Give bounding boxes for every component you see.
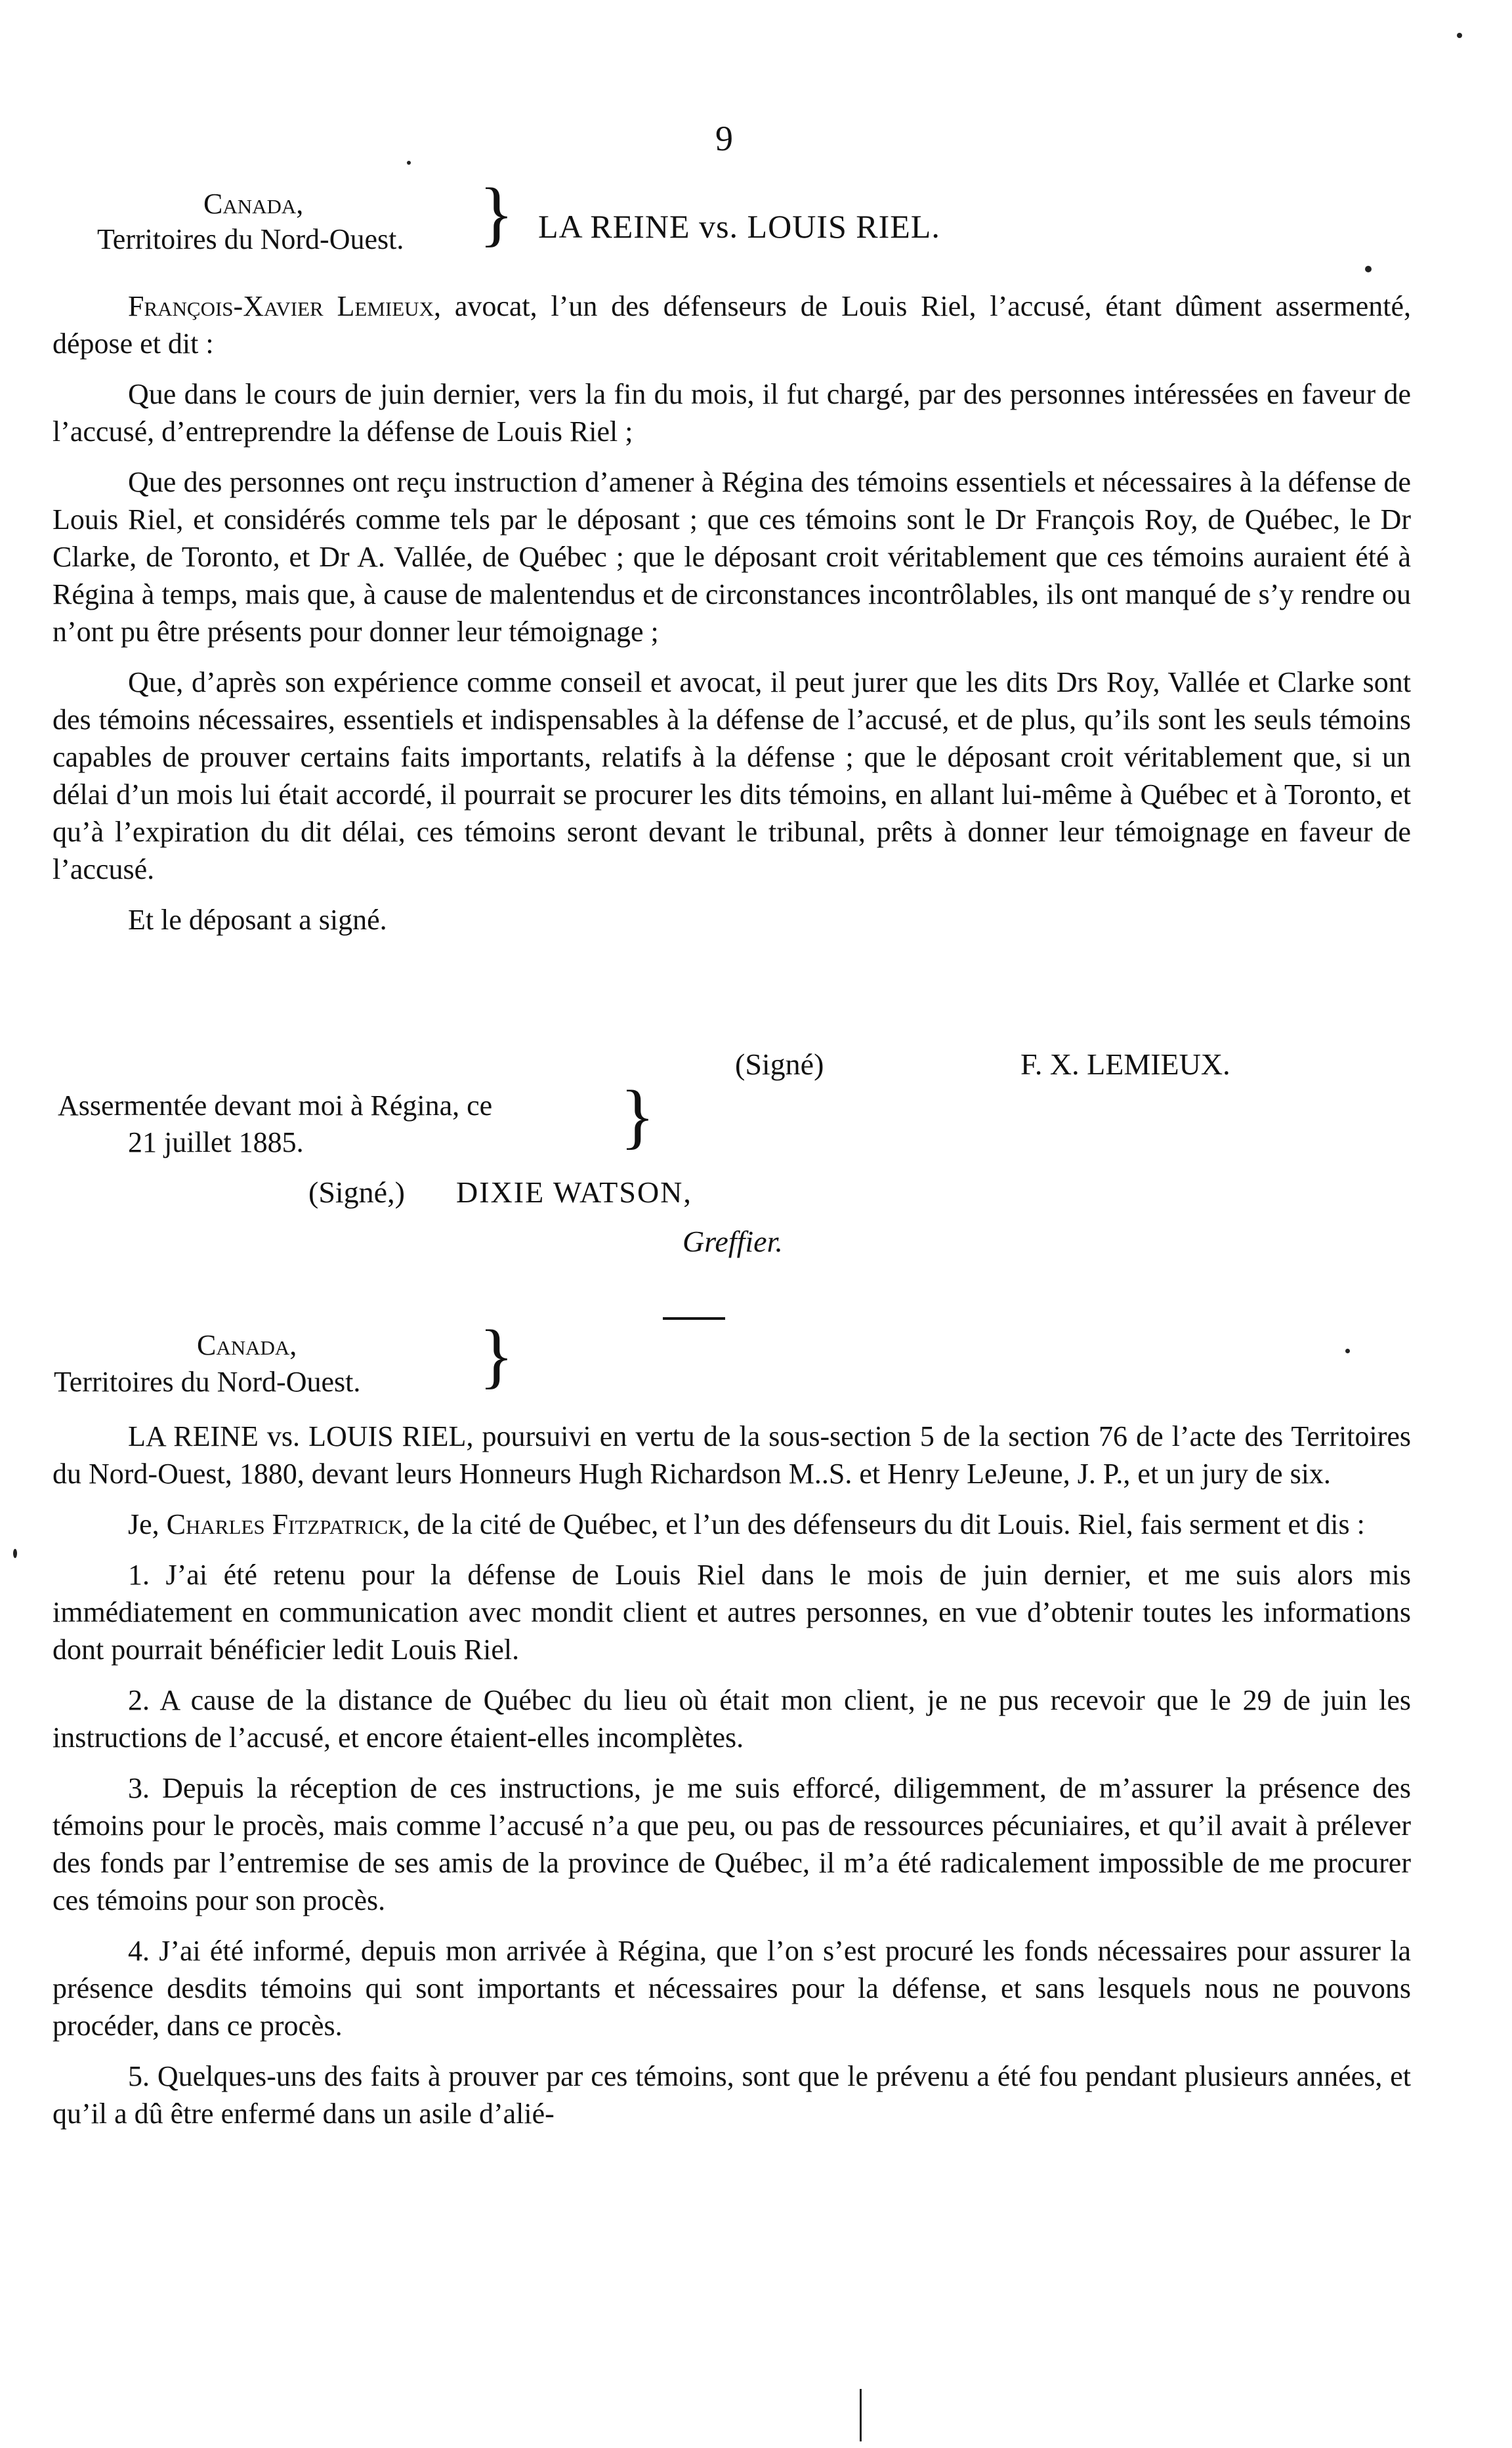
signer-name: F. X. LEMIEUX. [1020, 1047, 1230, 1081]
case-title-2: LA REINE vs. LOUIS RIEL [128, 1420, 467, 1452]
brace-icon: } [479, 173, 514, 253]
page-number: 9 [715, 119, 733, 158]
scan-speck [407, 161, 411, 165]
sworn-line: Assermentée devant moi à Régina, ce [58, 1089, 493, 1122]
case-title: LA REINE vs. LOUIS RIEL. [538, 208, 940, 245]
case-heading: LA REINE vs. LOUIS RIEL, poursuivi en vertu de la sous-section 5 de la section 76 de l’acte des Territoires du Nord-Ouest, 1880, devant leurs Honneurs Hugh Richardson M..S. et Henry LeJeune, J. P., et un jury de six. [52, 1420, 1411, 1490]
paragraph: Et le déposant a signé. [128, 904, 387, 936]
sworn-date: 21 juillet 1885. [128, 1126, 304, 1158]
affidavit-fitzpatrick [52, 1418, 1411, 2132]
numbered-paragraph: 3. Depuis la réception de ces instructions, je me suis efforcé, diligemment, de m’assurer la présence des témoins pour le procès, mais comme l’accusé n’a que peu, ou pas de ressources pécuniaires, et qu’il avait à prélever des fonds par l’entremise de ses amis de la province de Québec, il m’a été radicalement impossible de me procurer ces témoins pour son procès. [52, 1772, 1411, 1916]
clerk-title: Greffier. [682, 1225, 783, 1258]
jurisdiction-territories-2: Territoires du Nord-Ouest. [54, 1366, 361, 1398]
numbered-paragraph: 4. J’ai été informé, depuis mon arrivée à Régina, que l’on s’est procuré les fonds nécessaires pour assurer la présence desdits témoins qui sont importants et nécessaires pour la défense, et sans lesquels nous ne pouvons procéder, dans ce procès. [52, 1935, 1411, 2042]
scan-speck [1365, 266, 1372, 272]
jurisdiction-canada: Canada, [203, 188, 304, 220]
affidavit-opening: François-Xavier Lemieux, avocat, l’un des défenseurs de Louis Riel, l’accusé, étant dûment assermenté, dépose et dit : [52, 290, 1411, 360]
paragraph: Que des personnes ont reçu instruction d’amener à Régina des témoins essentiels et nécessaires à la défense de Louis Riel, et considérés comme tels par le déposant ; que ces témoins sont le Dr François Roy, de Québec, le Dr Clarke, de Toronto, et Dr A. Vallée, de Québec ; que le déposant croit véritablement que ces témoins auraient été à Régina à temps, mais que, à cause de malentendus et de circonstances incontrôlables, ils ont manqué de s’y rendre ou n’ont pu être présents pour donner leur témoignage ; [52, 466, 1411, 648]
jurisdiction-canada-2: Canada, [197, 1329, 297, 1361]
scan-speck [1345, 1349, 1350, 1353]
brace-icon: } [620, 1076, 655, 1156]
scan-speck [1457, 33, 1462, 38]
deponent-name: François-Xavier Lemieux [128, 290, 434, 322]
paragraph: Que dans le cours de juin dernier, vers la fin du mois, il fut chargé, par des personnes intéressées en faveur de l’accusé, d’entreprendre la défense de Louis Riel ; [52, 378, 1411, 448]
jurisdiction-territories: Territoires du Nord-Ouest. [97, 223, 404, 255]
clerk-name: DIXIE WATSON, [456, 1175, 692, 1209]
signed-label: (Signé) [735, 1047, 824, 1081]
paragraph: Que, d’après son expérience comme conseil et avocat, il peut jurer que les dits Drs Roy, Vallée et Clarke sont des témoins nécessaires, essentiels et indispensables à la défense de l’accusé, et de plus, qu’ils sont les seuls témoins capables de prouver certains faits importants, relatifs à la défense ; que le déposant croit véritablement que, si un délai d’un mois lui était accordé, il pourrait se procurer les dits témoins, en allant lui-même à Québec et à Toronto, et qu’à l’expiration du dit délai, ces témoins seront devant le tribunal, prêts à donner leur témoignage en faveur de l’accusé. [52, 666, 1411, 885]
clerk-signed-label: (Signé,) [308, 1175, 405, 1209]
divider [663, 1317, 725, 1320]
numbered-paragraph: 1. J’ai été retenu pour la défense de Louis Riel dans le mois de juin dernier, et me suis alors mis immédiatement en communication avec mondit client et autres personnes, en vue d’obtenir toutes les informations dont pourrait bénéficier ledit Louis Riel. [52, 1559, 1411, 1666]
deponent-name-2: Charles Fitzpatrick [166, 1508, 403, 1540]
brace-icon: } [479, 1315, 514, 1395]
affidavit-intro: Je, Charles Fitzpatrick, de la cité de Québec, et l’un des défenseurs du dit Louis. Riel, fais serment et dis : [128, 1508, 1365, 1540]
scan-streak [860, 2389, 862, 2441]
affidavit-lemieux [52, 287, 1411, 939]
scan-speck [13, 1549, 17, 1558]
numbered-paragraph: 5. Quelques-uns des faits à prouver par ces témoins, sont que le prévenu a été fou pendant plusieurs années, et qu’il a dû être enfermé dans un asile d’alié- [52, 2060, 1411, 2130]
numbered-paragraph: 2. A cause de la distance de Québec du lieu où était mon client, je ne pus recevoir que le 29 de juin les instructions de l’accusé, et encore étaient-elles incomplètes. [52, 1684, 1411, 1754]
